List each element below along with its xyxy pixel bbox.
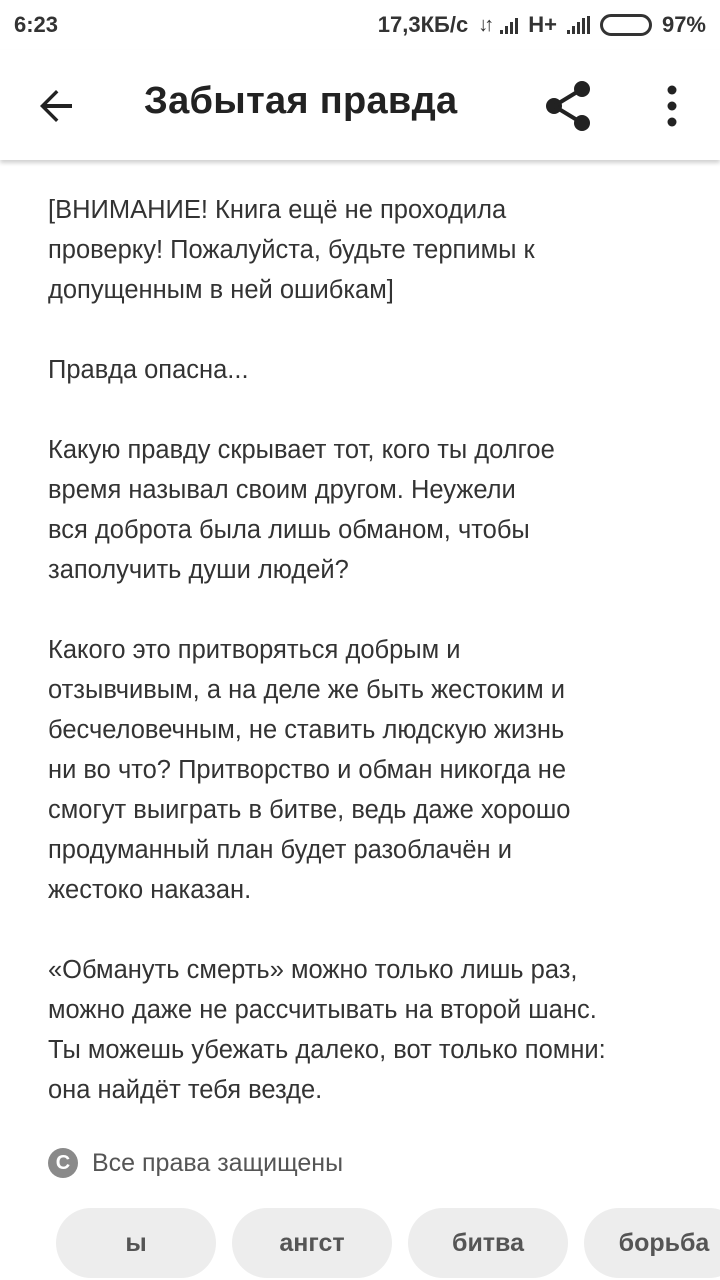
battery-icon [600, 14, 652, 36]
status-bar [0, 0, 720, 50]
signal-strength-icon [500, 16, 518, 34]
status-time: 6:23 [14, 12, 59, 37]
share-button[interactable] [540, 78, 596, 134]
back-button[interactable] [32, 82, 80, 130]
description-paragraph: «Обмануть смерть» можно только лишь раз, можно даже не рассчитывать на второй шанс. Ты можешь убежать далеко, вот только помни: она найдёт тебя везде. [48, 956, 606, 1104]
arrow-left-icon [32, 82, 80, 130]
copyright-icon: C [48, 1148, 78, 1178]
signal-strength-icon-2 [567, 16, 590, 34]
battery-level: 97% [661, 12, 706, 37]
description-paragraph: Какого это притворяться добрым и отзывчивым, а на деле же быть жестоким и бесчеловечным, не ставить людскую жизнь ни во что? Притворство и обман никогда не смогут выиграть в битве, ведь даже хорошо продуманный план будет разоблачён и жестоко наказан. [48, 636, 571, 904]
data-transfer-icon: ↓↑ [478, 13, 491, 36]
app-bar [0, 50, 720, 160]
tag-chip[interactable]: борьба [584, 1208, 720, 1278]
network-type: H+ [528, 12, 557, 37]
tag-chip[interactable]: ангст [232, 1208, 392, 1278]
description-paragraph: Какую правду скрывает тот, кого ты долгое время называл своим другом. Неужели вся доброта была лишь обманом, чтобы заполучить души людей? [48, 436, 555, 584]
copyright-notice [48, 1148, 343, 1178]
description-paragraph: Правда опасна... [48, 356, 249, 384]
network-speed: 17,3КБ/с [377, 12, 469, 37]
book-description [48, 190, 688, 1150]
tag-chip[interactable]: битва [408, 1208, 568, 1278]
page-title: Забытая правда [144, 80, 458, 122]
more-options-button[interactable] [652, 80, 692, 132]
share-icon [540, 78, 596, 134]
status-indicators [378, 12, 706, 38]
tag-list [56, 1208, 720, 1280]
description-paragraph: [ВНИМАНИЕ! Книга ещё не проходила проверку! Пожалуйста, будьте терпимы к допущенным в ней ошибкам] [48, 196, 535, 304]
copyright-label: Все права защищены [92, 1148, 344, 1177]
more-vert-icon [652, 80, 692, 132]
tag-chip[interactable]: ы [56, 1208, 216, 1278]
